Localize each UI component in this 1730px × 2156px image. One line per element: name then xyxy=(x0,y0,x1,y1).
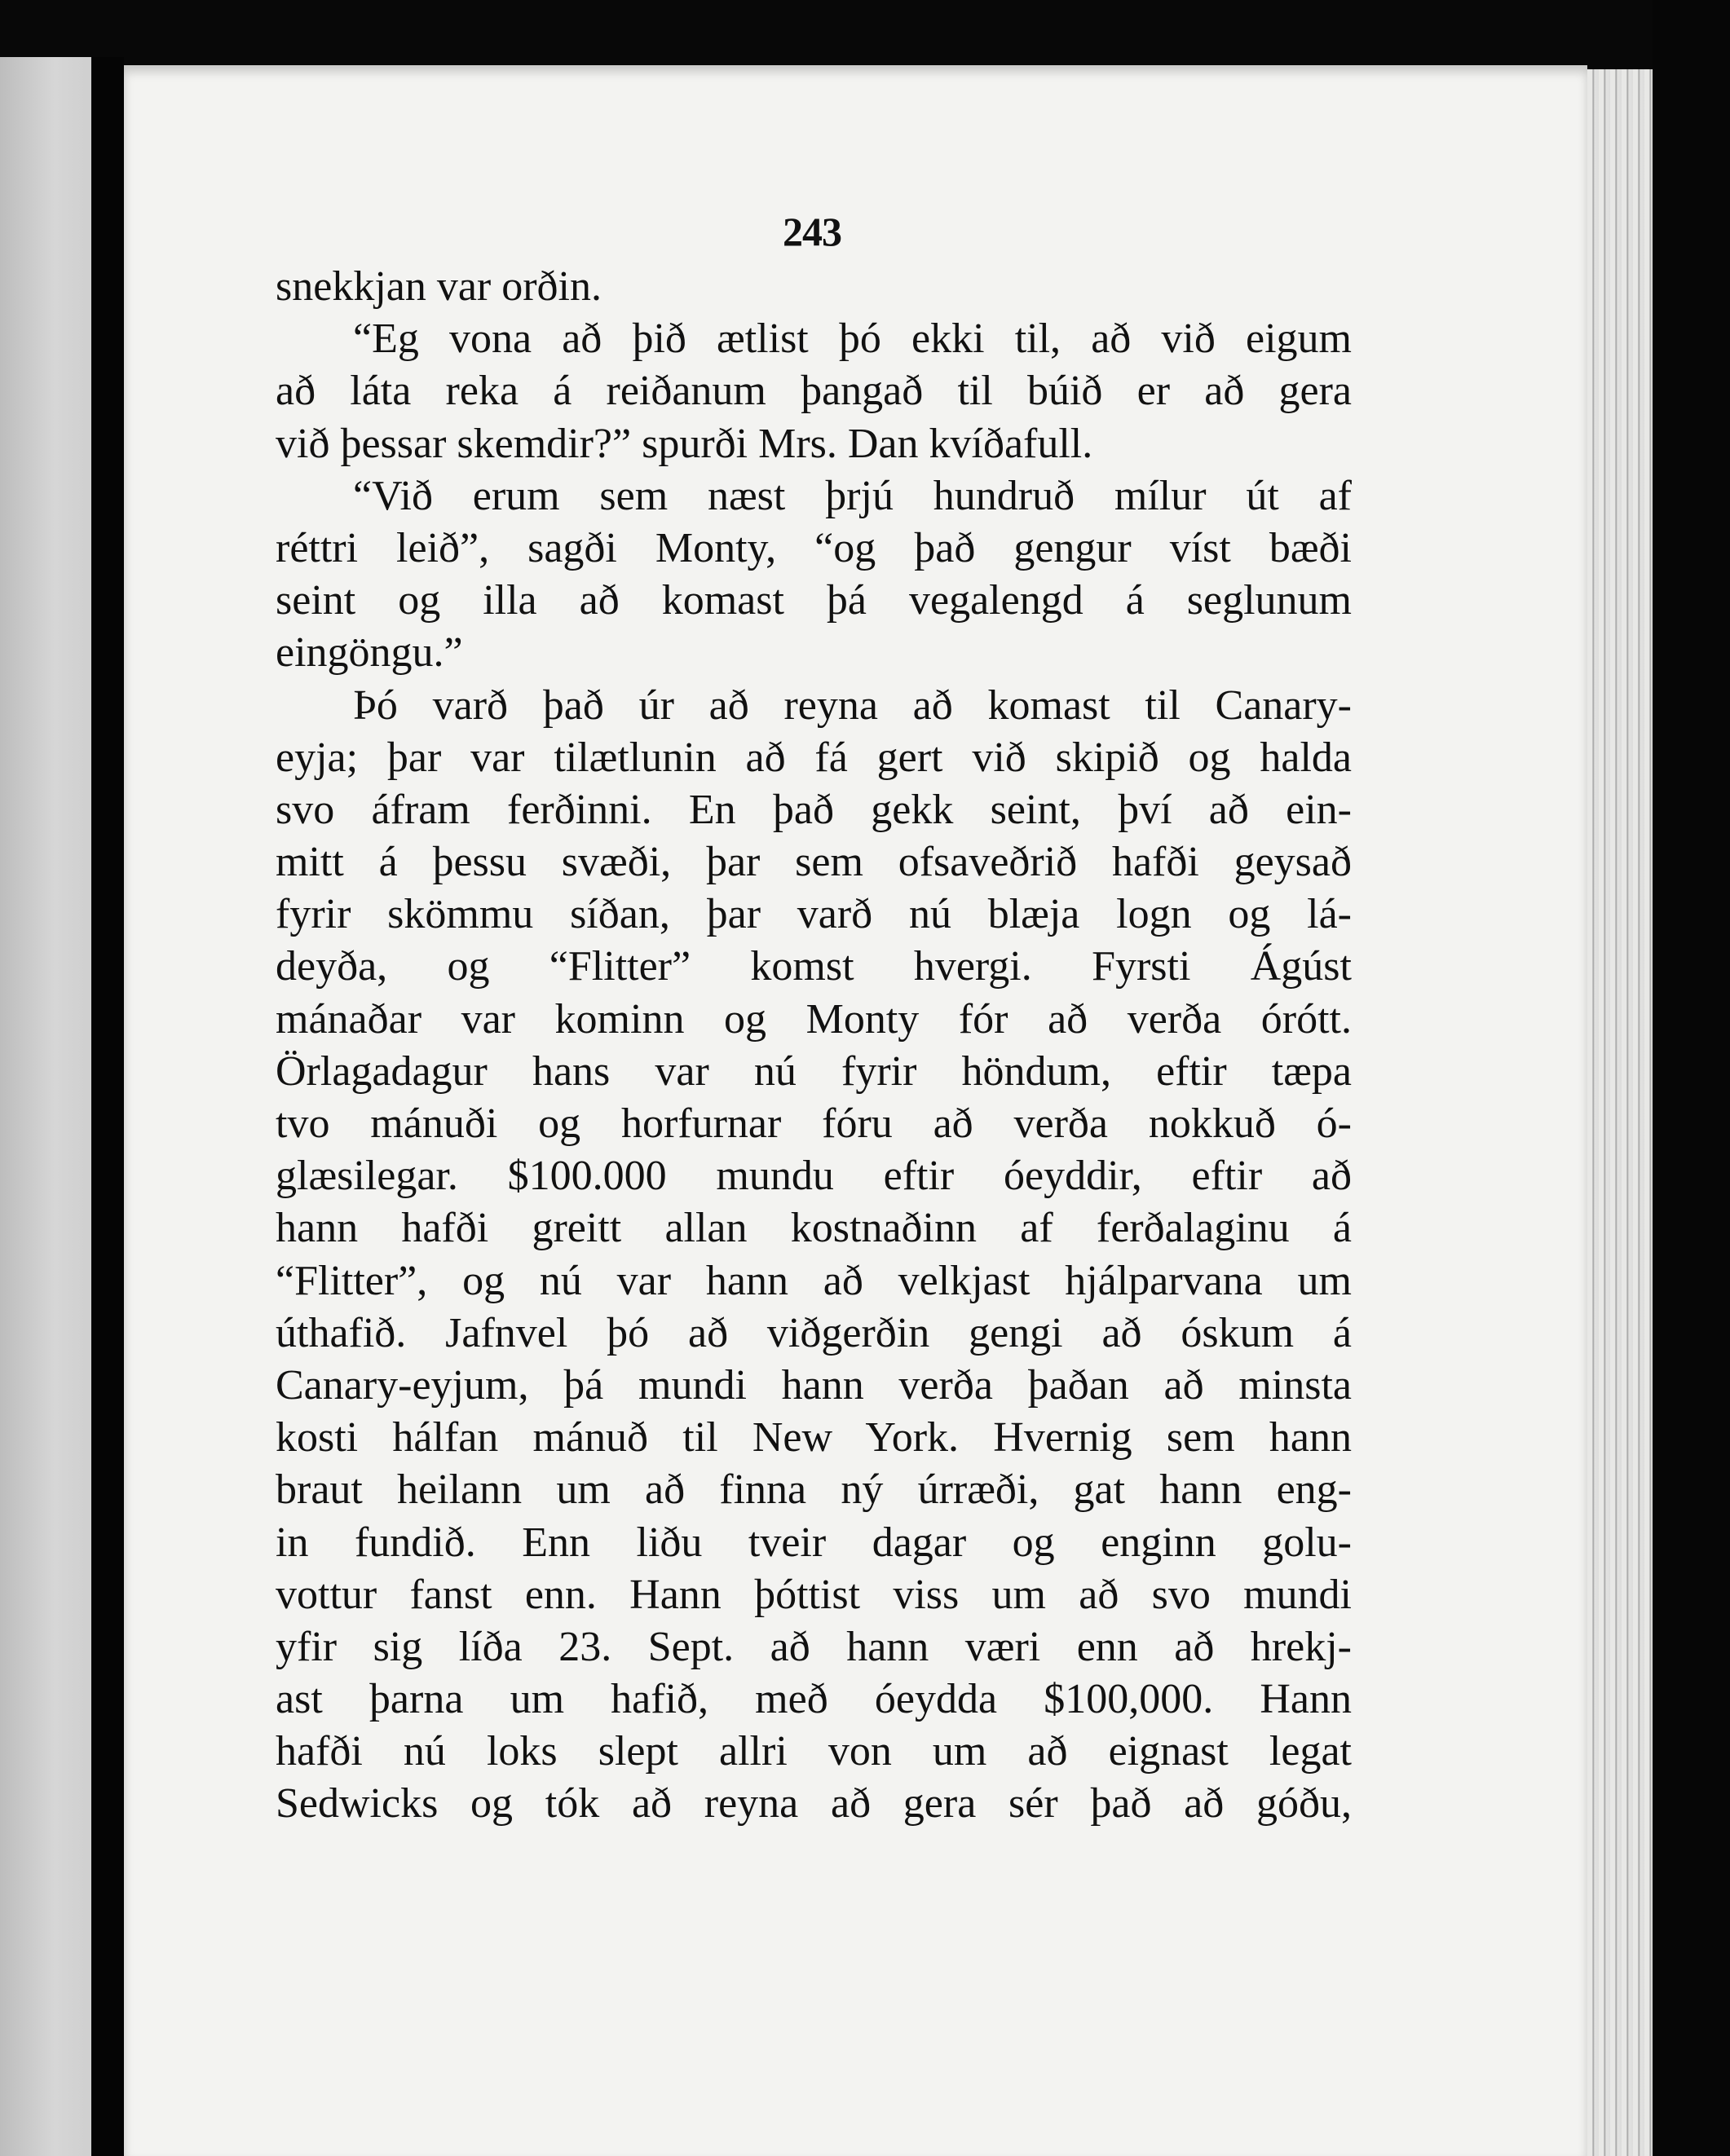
text-line: deyða, og “Flitter” komst hvergi. Fyrsti Ágúst xyxy=(276,943,1352,990)
body-text xyxy=(276,261,1352,1831)
text-line: yfir sig líða 23. Sept. að hann væri enn að hrekj- xyxy=(276,1623,1352,1670)
text-line: úthafið. Jafnvel þó að viðgerðin gengi að óskum á xyxy=(276,1309,1352,1356)
text-line: “Við erum sem næst þrjú hundruð mílur út af xyxy=(353,472,1352,519)
text-line: mánaðar var kominn og Monty fór að verða órótt. xyxy=(276,995,1352,1043)
text-line: réttri leið”, sagði Monty, “og það gengur víst bæði xyxy=(276,524,1352,571)
text-line: Þó varð það úr að reyna að komast til Canary- xyxy=(353,681,1352,729)
text-line: fyrir skömmu síðan, þar varð nú blæja logn og lá- xyxy=(276,891,1352,938)
text-line: Canary-eyjum, þá mundi hann verða þaðan að minsta xyxy=(276,1361,1352,1409)
text-line: hann hafði greitt allan kostnaðinn af ferðalaginu á xyxy=(276,1205,1352,1252)
text-line: Sedwicks og tók að reyna að gera sér það að góðu, xyxy=(276,1780,1352,1828)
left-page-edge xyxy=(0,57,91,2156)
text-line: vottur fanst enn. Hann þóttist viss um að svo mundi xyxy=(276,1571,1352,1618)
text-line: braut heilann um að finna ný úrræði, gat hann eng- xyxy=(276,1466,1352,1514)
text-line: við þessar skemdir?” spurði Mrs. Dan kvíðafull. xyxy=(276,420,1093,467)
text-line: eingöngu.” xyxy=(276,629,463,677)
text-line: snekkjan var orðin. xyxy=(276,263,602,310)
page-number: 243 xyxy=(783,209,841,254)
text-line: “Flitter”, og nú var hann að velkjast hjálparvana um xyxy=(276,1257,1352,1304)
gutter-shadow xyxy=(91,57,124,2156)
right-border xyxy=(1653,0,1730,2156)
text-line: tvo mánuði og horfurnar fóru að verða nokkuð ó- xyxy=(276,1100,1352,1147)
text-line: glæsilegar. $100.000 mundu eftir óeyddir, eftir að xyxy=(276,1153,1352,1200)
text-line: in fundið. Enn liðu tveir dagar og enginn golu- xyxy=(276,1519,1352,1566)
text-line: ast þarna um hafið, með óeydda $100,000. Hann xyxy=(276,1676,1352,1723)
text-line: mitt á þessu svæði, þar sem ofsaveðrið hafði geysað xyxy=(276,839,1352,886)
text-line: Örlagadagur hans var nú fyrir höndum, eftir tæpa xyxy=(276,1047,1352,1095)
text-line: kosti hálfan mánuð til New York. Hvernig sem hann xyxy=(276,1414,1352,1462)
text-line: seint og illa að komast þá vegalengd á seglunum xyxy=(276,577,1352,624)
text-line: “Eg vona að þið ætlist þó ekki til, að við eigum xyxy=(353,315,1352,363)
text-line: svo áfram ferðinni. En það gekk seint, því að ein- xyxy=(276,786,1352,833)
right-page-edges xyxy=(1587,69,1653,2156)
text-line: eyja; þar var tilætlunin að fá gert við skipið og halda xyxy=(276,734,1352,781)
text-line: að láta reka á reiðanum þangað til búið er að gera xyxy=(276,368,1352,415)
text-line: hafði nú loks slept allri von um að eignast legat xyxy=(276,1728,1352,1775)
